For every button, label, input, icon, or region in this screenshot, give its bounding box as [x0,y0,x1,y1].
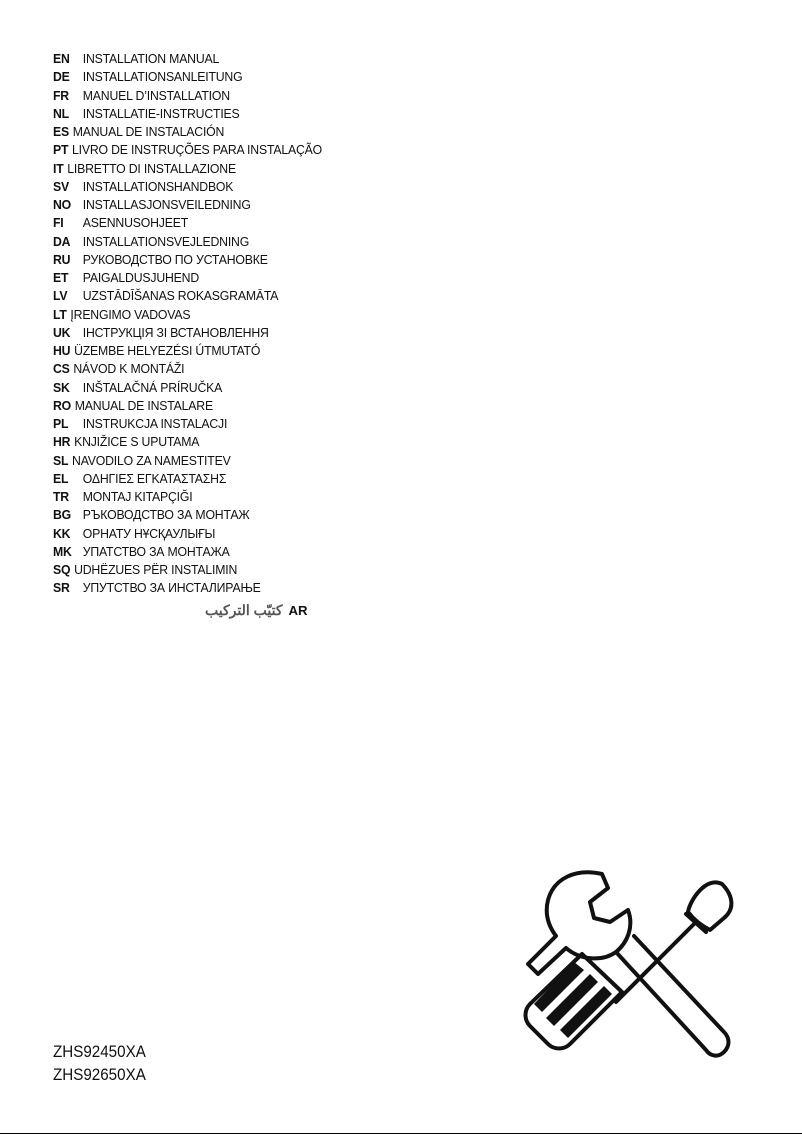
lang-label: ASENNUSOHJEET [82,215,189,231]
lang-row-uk [53,324,322,342]
lang-row-de [53,68,322,86]
lang-label: MANUAL DE INSTALACIÓN [72,124,225,139]
lang-code: HR [53,434,71,450]
lang-row-hr [53,433,322,451]
lang-label: INSTALLATIONSANLEITUNG [82,69,243,85]
model-number: ZHS92450XA [53,1043,146,1061]
lang-code: NL [53,105,69,121]
lang-row-sq [53,561,322,579]
lang-row-ar [205,600,308,620]
lang-row-lt [53,306,322,324]
lang-row-kk [53,525,322,543]
lang-code: FR [53,87,69,103]
lang-label: УПАТСТВО ЗА МОНТАЖА [82,543,230,559]
lang-code: ET [53,270,69,285]
lang-row-fr [53,87,322,105]
lang-label: KNJIŽICE S UPUTAMA [74,434,200,450]
lang-label: NAVODILO ZA NAMESTITEV [72,452,231,468]
lang-code: TR [53,489,69,504]
lang-row-mk [53,543,322,561]
lang-row-nl [53,105,322,123]
lang-label: INŠTALAČNÁ PRÍRUČKA [82,379,223,395]
lang-code: SV [53,178,69,194]
lang-label: УПУТСТВО ЗА ИНСТАЛИРАЊЕ [82,580,261,596]
lang-label: INSTALLATION MANUAL [82,51,220,66]
lang-row-da [53,233,322,251]
language-list [53,50,342,598]
lang-code: NO [53,197,72,212]
lang-label: ІНСТРУКЦІЯ ЗІ ВСТАНОВЛЕННЯ [82,324,269,340]
lang-code: FI [53,215,64,231]
lang-code: KK [53,525,71,541]
lang-label: ΟΔΗΓΙΕΣ ΕΓΚΑΤΑΣΤΑΣΗΣ [82,470,227,486]
model-numbers [53,1041,154,1087]
lang-row-ru [53,251,322,269]
lang-code: EL [53,470,69,486]
lang-label: РУКОВОДСТВО ПО УСТАНОВКЕ [82,251,268,267]
lang-row-sv [53,178,322,196]
lang-label: INSTALLATIONSVEJLEDNING [82,233,250,249]
lang-label: INSTALLATIE-INSTRUCTIES [82,105,240,121]
lang-label: PAIGALDUSJUHEND [82,270,200,285]
lang-row-sk [53,379,322,397]
wrench-screwdriver-icon [510,866,750,1066]
lang-code: RO [53,397,72,413]
lang-code: SR [53,580,70,596]
lang-label-ar: كتيّب التركيب [205,602,283,618]
lang-label: РЪКОВОДСТВО ЗА МОНТАЖ [82,507,250,523]
lang-row-en [53,50,322,68]
lang-label: LIBRETTO DI INSTALLAZIONE [67,160,236,176]
lang-row-ro [53,397,322,415]
lang-row-fi [53,214,322,232]
lang-label: NÁVOD K MONTÁŽI [73,361,185,377]
lang-label: UDHËZUES PËR INSTALIMIN [74,562,238,577]
lang-row-sr [53,579,322,597]
lang-row-lv [53,287,322,305]
lang-label: MONTAJ KITAPÇIĞI [82,489,193,504]
lang-code: UK [53,324,71,340]
lang-code: LV [53,288,68,304]
lang-row-el [53,470,322,488]
lang-code: LT [53,306,67,322]
lang-row-hu [53,342,322,360]
lang-code: DA [53,233,71,249]
lang-label: ÜZEMBE HELYEZÉSI ÚTMUTATÓ [74,343,261,358]
lang-label: MANUEL D’INSTALLATION [82,87,230,103]
lang-row-es [53,123,322,141]
lang-row-sl [53,452,322,470]
lang-row-bg [53,506,322,524]
lang-row-pt [53,141,322,159]
lang-code: ES [53,124,69,139]
lang-code: PT [53,142,69,158]
lang-label: INSTALLATIONSHANDBOK [82,178,234,194]
lang-code: HU [53,343,71,358]
lang-code: CS [53,361,70,377]
lang-code: PL [53,416,69,431]
lang-code-ar: AR [288,603,308,618]
lang-code: BG [53,507,72,523]
lang-label: MANUAL DE INSTALARE [74,397,213,413]
lang-code: DE [53,69,70,85]
lang-code: SQ [53,562,71,577]
lang-label: UZSTĀDĪŠANAS ROKASGRAMĀTA [82,288,279,304]
lang-row-it [53,160,322,178]
lang-code: EN [53,51,70,66]
model-number: ZHS92650XA [53,1066,146,1084]
lang-code: RU [53,251,71,267]
lang-code: IT [53,160,64,176]
lang-label: INSTRUKCJA INSTALACJI [82,416,228,431]
lang-label: LIVRO DE INSTRUÇÕES PARA INSTALAÇÃO [72,142,322,158]
lang-code: SK [53,379,70,395]
page-bottom-rule [0,1133,802,1134]
lang-row-tr [53,488,322,506]
lang-row-pl [53,415,322,433]
lang-row-no [53,196,322,214]
lang-code: SL [53,452,69,468]
lang-label: ОРНАТУ НҰСҚАУЛЫҒЫ [82,525,216,541]
lang-row-cs [53,360,322,378]
lang-code: MK [53,543,72,559]
lang-row-et [53,269,322,287]
lang-label: ĮRENGIMO VADOVAS [70,306,191,322]
lang-label: INSTALLASJONSVEILEDNING [82,197,251,212]
